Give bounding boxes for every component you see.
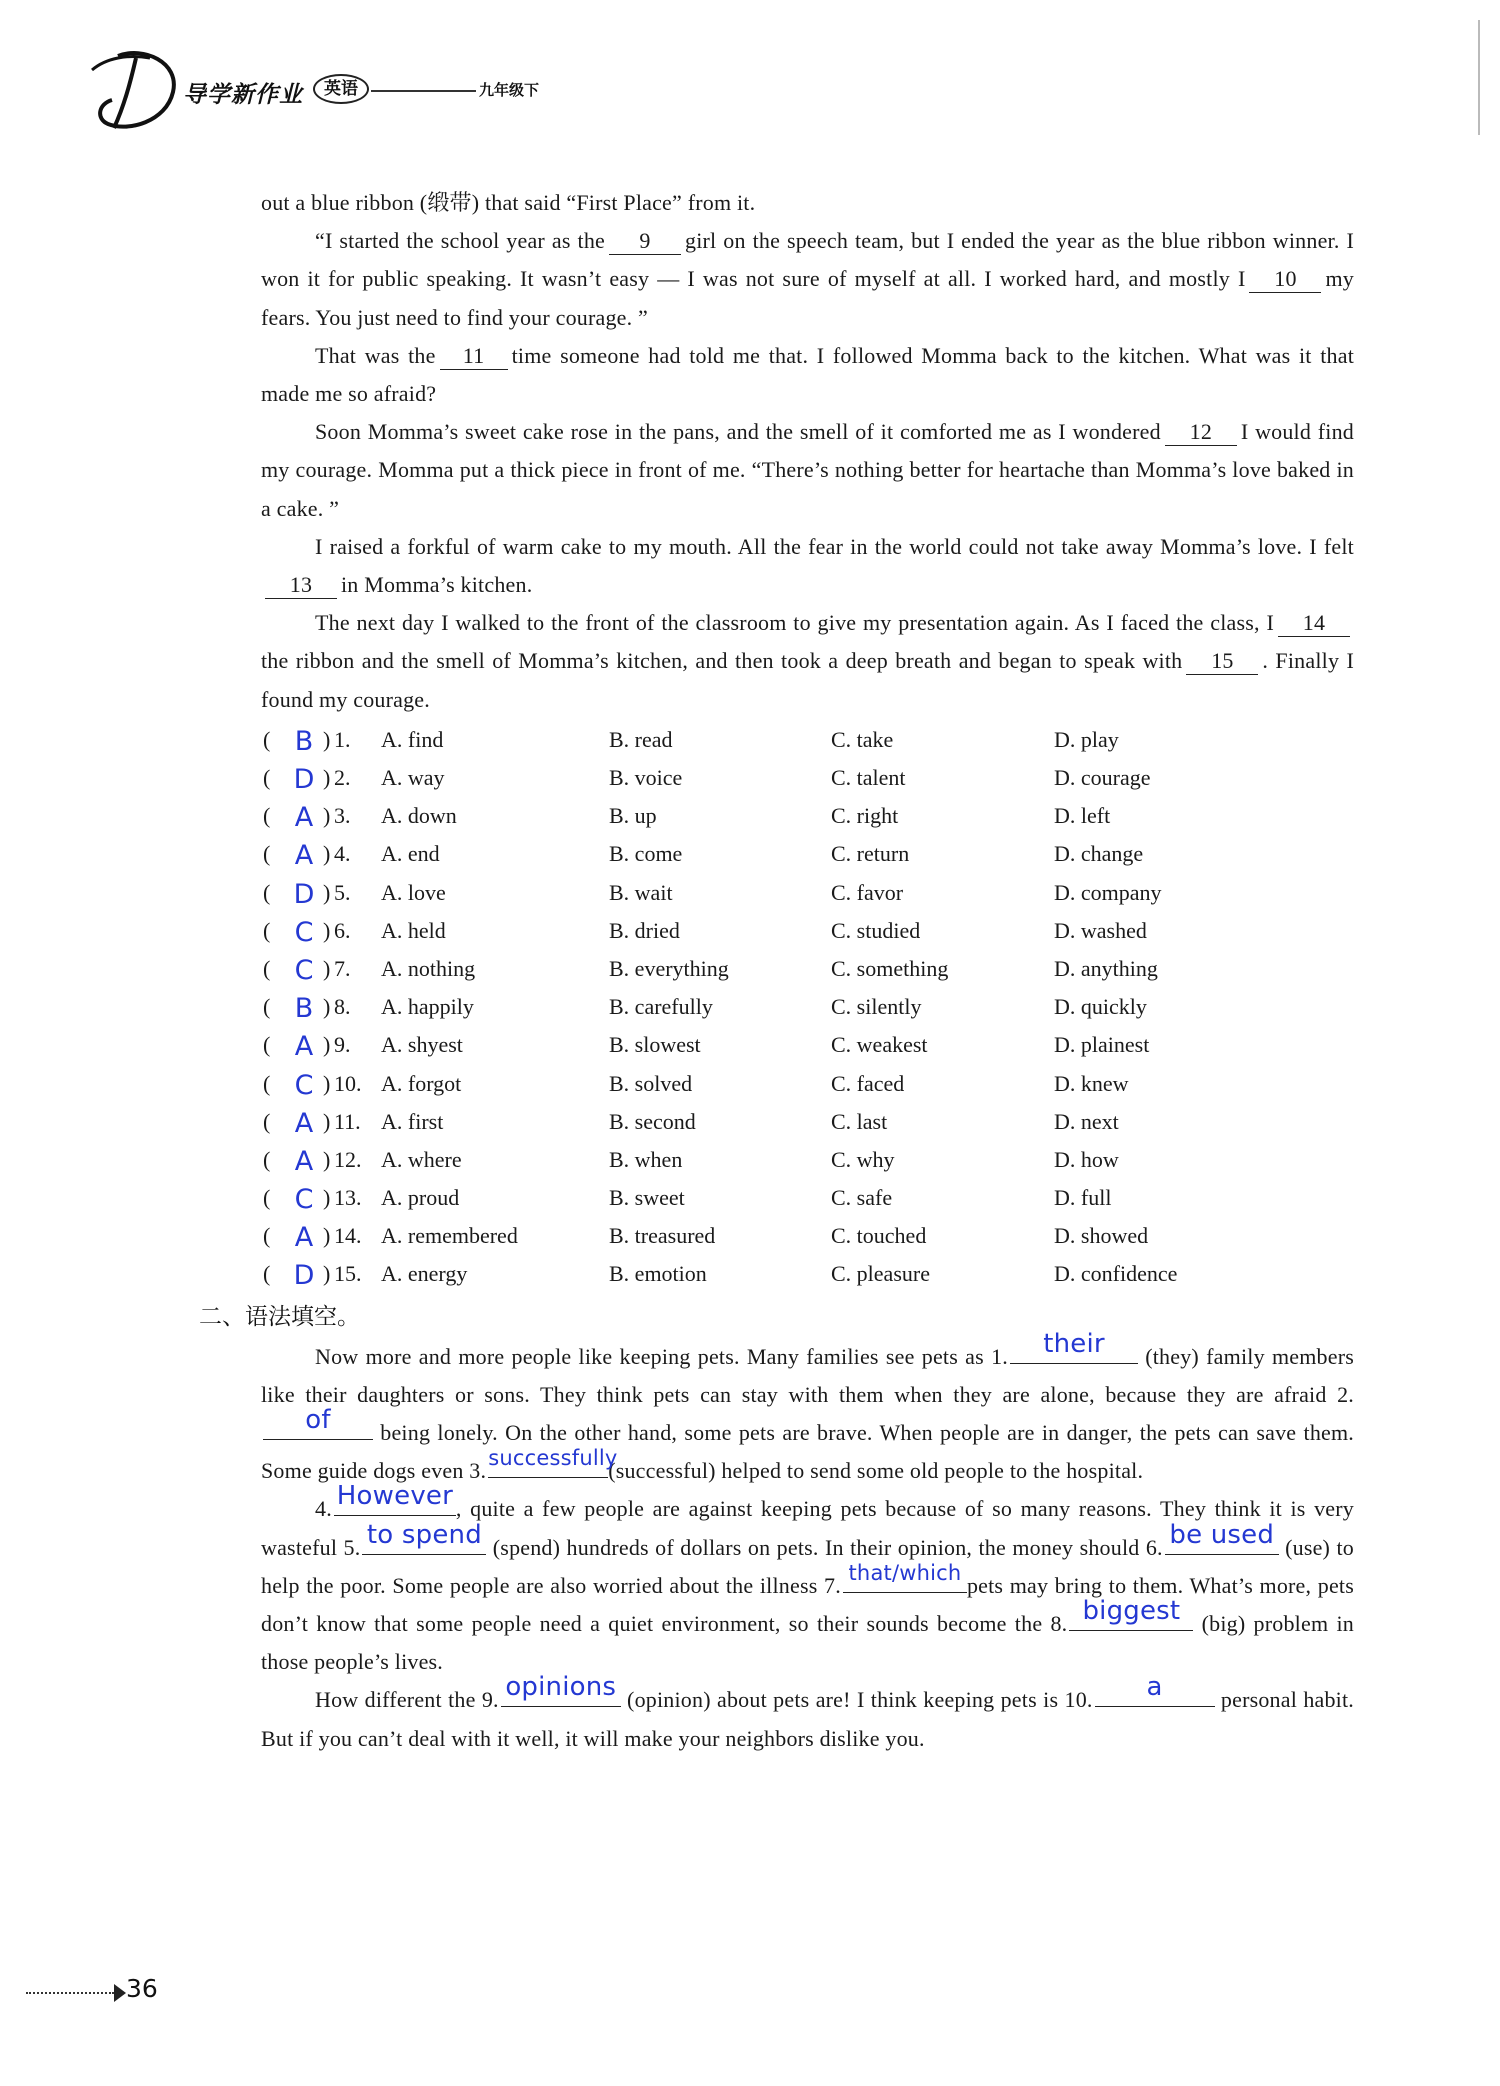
choice-row-10: ( C ) 10. A. forgot B. solved C. faced D. knew: [261, 1065, 1354, 1103]
option-c: C. touched: [831, 1223, 927, 1249]
option-b: B. sweet: [609, 1185, 685, 1211]
choice-row-1: ( B ) 1. A. find B. read C. take D. play: [261, 721, 1354, 759]
question-number: 14.: [334, 1223, 362, 1249]
choice-row-7: ( C ) 7. A. nothing B. everything C. something D. anything: [261, 950, 1354, 988]
option-d: D. washed: [1054, 917, 1147, 943]
blank-14: 14: [1278, 610, 1350, 637]
subject-badge: 英语: [313, 74, 369, 104]
grammar-paragraph: 4. However , quite a few people are against keeping pets because of so many reasons. They think it is very wasteful 5. to spend (spend) hundreds of dollars on pets. In their opinion, the money should 6. be used (use) to help the poor. Some people are also worried about the illness 7. that/which pets may bring to them. What’s more, pets don’t know that some people need a quiet environment, so their sounds become the 8. biggest (big) problem in those people’s lives.: [261, 1481, 1355, 1675]
answer-blank-10: a: [1095, 1682, 1215, 1707]
option-d: D. next: [1054, 1108, 1119, 1134]
blank-15: 15: [1186, 648, 1258, 675]
answer-blank-1: their: [1010, 1339, 1138, 1364]
choice-row-15: ( D ) 15. A. energy B. emotion C. pleasure D. confidence: [261, 1255, 1354, 1293]
choice-row-4: ( A ) 4. A. end B. come C. return D. change: [261, 835, 1354, 873]
passage-paragraph: That was the 11 time someone had told me that. I followed Momma back to the kitchen. What was it that made me so afraid?: [261, 342, 1355, 407]
option-b: B. carefully: [609, 994, 713, 1020]
option-a: A. love: [381, 879, 446, 905]
option-d: D. showed: [1054, 1223, 1149, 1249]
option-d: D. quickly: [1054, 994, 1147, 1020]
choice-row-12: ( A ) 12. A. where B. when C. why D. how: [261, 1141, 1354, 1179]
choice-row-13: ( C ) 13. A. proud B. sweet C. safe D. full: [261, 1179, 1354, 1217]
answer-blank-9: opinions: [501, 1682, 621, 1707]
passage-paragraph: Soon Momma’s sweet cake rose in the pans, and the smell of it comforted me as I wondered 12 I would find my courage. Momma put a thick piece in front of me. “There’s nothing better for heartache than Momma’s love baked in a cake. ”: [261, 419, 1354, 521]
option-b: B. wait: [609, 879, 673, 905]
option-d: D. anything: [1054, 955, 1158, 981]
option-d: D. knew: [1054, 1070, 1129, 1096]
answer-blank-8: biggest: [1069, 1606, 1193, 1631]
option-b: B. read: [609, 726, 673, 752]
choice-row-2: ( D ) 2. A. way B. voice C. talent D. courage: [261, 759, 1354, 797]
answer-mark: D: [293, 878, 315, 910]
option-d: D. full: [1054, 1185, 1112, 1211]
answer-mark: A: [294, 1222, 314, 1254]
passage-paragraph: The next day I walked to the front of the classroom to give my presentation again. As I faced the class, I 14the ribbon and the smell of Momma’s kitchen, and then took a deep breath and began to speak with 15 . Finally I found my courage.: [261, 610, 1354, 712]
answer-mark: A: [294, 802, 314, 834]
option-a: A. find: [381, 726, 444, 752]
option-a: A. way: [381, 765, 445, 791]
option-b: B. when: [609, 1146, 683, 1172]
option-c: C. talent: [831, 765, 906, 791]
option-a: A. forgot: [381, 1070, 462, 1096]
option-a: A. proud: [381, 1185, 460, 1211]
option-d: D. confidence: [1054, 1261, 1178, 1287]
question-number: 8.: [334, 994, 351, 1020]
option-a: A. happily: [381, 994, 474, 1020]
question-number: 10.: [334, 1070, 362, 1096]
footer-arrow-icon: [114, 1984, 126, 2002]
option-a: A. where: [381, 1146, 462, 1172]
series-title: 导学新作业: [183, 82, 303, 108]
choice-row-9: ( A ) 9. A. shyest B. slowest C. weakest D. plainest: [261, 1026, 1354, 1064]
answer-mark: C: [294, 1184, 314, 1216]
question-number: 12.: [334, 1146, 362, 1172]
option-c: C. studied: [831, 917, 921, 943]
option-c: C. take: [831, 726, 894, 752]
choice-row-11: ( A ) 11. A. first B. second C. last D. next: [261, 1103, 1354, 1141]
choice-row-5: ( D ) 5. A. love B. wait C. favor D. company: [261, 874, 1354, 912]
option-a: A. down: [381, 803, 457, 829]
question-number: 9.: [334, 1032, 351, 1058]
section-heading: 二、语法填空。: [199, 1303, 360, 1330]
option-d: D. left: [1054, 803, 1111, 829]
option-c: C. return: [831, 841, 910, 867]
option-a: A. nothing: [381, 955, 476, 981]
series-logo-d-icon: [88, 44, 183, 134]
choice-row-6: ( C ) 6. A. held B. dried C. studied D. washed: [261, 912, 1354, 950]
option-a: A. energy: [381, 1261, 468, 1287]
question-number: 1.: [334, 726, 351, 752]
option-d: D. courage: [1054, 765, 1151, 791]
option-b: B. dried: [609, 917, 680, 943]
answer-mark: A: [294, 1031, 314, 1063]
answer-mark: D: [293, 1260, 315, 1292]
answer-mark: A: [294, 1145, 314, 1177]
option-a: A. first: [381, 1108, 444, 1134]
option-a: A. shyest: [381, 1032, 463, 1058]
choice-row-14: ( A ) 14. A. remembered B. treasured C. touched D. showed: [261, 1217, 1354, 1255]
option-d: D. company: [1054, 879, 1162, 905]
answer-blank-3: successfully: [488, 1453, 608, 1478]
question-number: 4.: [334, 841, 351, 867]
page-number: 36: [126, 1974, 158, 2003]
option-c: C. pleasure: [831, 1261, 930, 1287]
question-number: 5.: [334, 879, 351, 905]
option-d: D. play: [1054, 726, 1119, 752]
option-b: B. voice: [609, 765, 683, 791]
option-c: C. silently: [831, 994, 922, 1020]
grammar-fill-section: [261, 1328, 1355, 1758]
answer-blank-6: be used: [1165, 1530, 1279, 1555]
option-d: D. how: [1054, 1146, 1119, 1172]
option-b: B. solved: [609, 1070, 693, 1096]
grammar-paragraph: How different the 9. opinions (opinion) about pets are! I think keeping pets is 10. a personal habit. But if you can’t deal with it well, it will make your neighbors dislike you.: [261, 1672, 1355, 1751]
option-b: B. everything: [609, 955, 729, 981]
answer-blank-4: However: [334, 1491, 456, 1516]
option-c: C. weakest: [831, 1032, 928, 1058]
option-c: C. right: [831, 803, 899, 829]
option-b: B. emotion: [609, 1261, 707, 1287]
option-a: A. held: [381, 917, 446, 943]
answer-mark: A: [294, 840, 314, 872]
blank-12: 12: [1165, 419, 1237, 446]
option-b: B. second: [609, 1108, 696, 1134]
option-b: B. slowest: [609, 1032, 701, 1058]
passage-paragraph: out a blue ribbon (缎带) that said “First Place” from it.: [261, 190, 756, 215]
blank-9: 9: [609, 228, 681, 255]
page-edge-line: [1478, 20, 1480, 135]
passage-paragraph: “I started the school year as the 9 girl on the speech team, but I ended the year as the blue ribbon winner. I won it for public speaking. It wasn’t easy — I was not sure of myself at all. I worked hard, and mostly I 10 my fears. You just need to find your courage. ”: [261, 228, 1354, 330]
answer-blank-5: to spend: [362, 1530, 486, 1555]
choice-row-3: ( A ) 3. A. down B. up C. right D. left: [261, 797, 1354, 835]
option-d: D. change: [1054, 841, 1144, 867]
page-header: [88, 44, 1188, 134]
answer-mark: B: [294, 725, 314, 757]
grammar-paragraph: Now more and more people like keeping pets. Many families see pets as 1. their (they) family members like their daughters or sons. They think pets can stay with them when they are alone, because they are afraid 2. of being lonely. On the other hand, some pets are brave. When people are in danger, the pets can save them. Some guide dogs even 3. successfully (successful) helped to send some old people to the hospital.: [261, 1328, 1355, 1484]
answer-blank-7: that/which: [843, 1568, 967, 1593]
question-number: 13.: [334, 1185, 362, 1211]
question-number: 6.: [334, 917, 351, 943]
question-number: 15.: [334, 1261, 362, 1287]
option-b: B. come: [609, 841, 683, 867]
header-divider: [371, 90, 476, 92]
answer-mark: C: [294, 1069, 314, 1101]
answer-blank-2: of: [263, 1415, 373, 1440]
option-c: C. favor: [831, 879, 904, 905]
option-c: C. faced: [831, 1070, 905, 1096]
option-d: D. plainest: [1054, 1032, 1150, 1058]
question-number: 2.: [334, 765, 351, 791]
main-content: [199, 184, 1355, 1758]
option-c: C. something: [831, 955, 949, 981]
blank-13: 13: [265, 572, 337, 599]
passage-paragraph: I raised a forkful of warm cake to my mouth. All the fear in the world could not take away Momma’s love. I felt13 in Momma’s kitchen.: [261, 528, 1354, 604]
blank-11: 11: [440, 343, 508, 370]
answer-mark: C: [294, 916, 314, 948]
answer-mark: B: [294, 993, 314, 1025]
blank-10: 10: [1249, 266, 1321, 293]
option-c: C. why: [831, 1146, 895, 1172]
choice-list: [261, 721, 1354, 1294]
answer-mark: A: [294, 1107, 314, 1139]
question-number: 7.: [334, 955, 351, 981]
option-b: B. up: [609, 803, 657, 829]
option-a: A. end: [381, 841, 440, 867]
grade-label: 九年级下: [479, 81, 540, 99]
option-c: C. last: [831, 1108, 888, 1134]
question-number: 3.: [334, 803, 351, 829]
option-a: A. remembered: [381, 1223, 518, 1249]
question-number: 11.: [334, 1108, 361, 1134]
option-b: B. treasured: [609, 1223, 716, 1249]
option-c: C. safe: [831, 1185, 893, 1211]
choice-row-8: ( B ) 8. A. happily B. carefully C. silently D. quickly: [261, 988, 1354, 1026]
footer-dotted-line: [26, 1992, 114, 1994]
answer-mark: C: [294, 954, 314, 986]
answer-mark: D: [293, 764, 315, 796]
